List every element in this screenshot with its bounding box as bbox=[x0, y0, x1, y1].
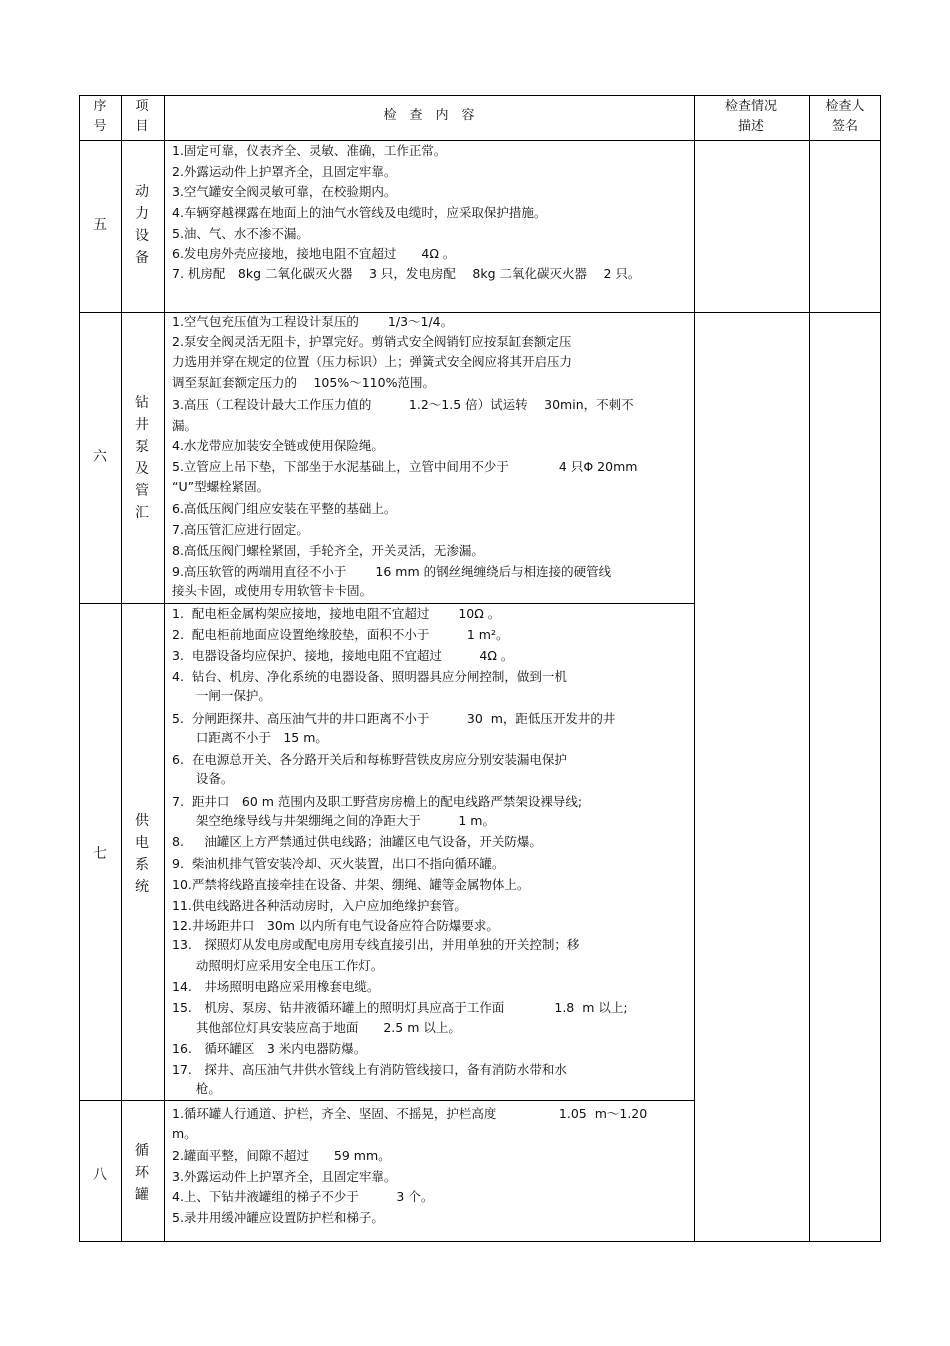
section-number: 七 bbox=[93, 846, 107, 862]
content-line: 8.高低压阀门螺栓紧固，手轮齐全，开关灵活，无渗漏。 bbox=[172, 543, 484, 558]
content-line: 一闸一保护。 bbox=[172, 688, 271, 703]
content-line: 6. 在电源总开关、各分路开关后和每栋野营铁皮房应分别安装漏电保护 bbox=[172, 752, 567, 767]
content-line: 2.泵安全阀灵活无阻卡，护罩完好。剪销式安全阀销钉应按泵缸套额定压 bbox=[172, 334, 572, 349]
row-divider bbox=[79, 603, 694, 604]
content-line: 13. 探照灯从发电房或配电房用专线直接引出，并用单独的开关控制；移 bbox=[172, 937, 580, 952]
content-line: 漏。 bbox=[172, 418, 198, 433]
content-line: 2. 配电柜前地面应设置绝缘胶垫，面积不小于 1 m²。 bbox=[172, 627, 509, 642]
content-line: 4.上、下钻井液罐组的梯子不少于 3 个。 bbox=[172, 1189, 434, 1204]
content-line: 9. 柴油机排气管安装冷却、灭火装置，出口不指向循环罐。 bbox=[172, 856, 505, 871]
content-line: 16. 循环罐区 3 米内电器防爆。 bbox=[172, 1041, 367, 1056]
content-line: 7. 机房配 8kg 二氧化碳灭火器 3 只，发电房配 8kg 二氧化碳灭火器 2 只。 bbox=[172, 266, 641, 281]
content-line: 调至泵缸套额定压力的 105%～110%范围。 bbox=[172, 375, 435, 390]
header-seq-label: 序号 bbox=[93, 99, 107, 134]
content-line: 3.高压（工程设计最大工作压力值的 1.2～1.5 倍）试运转 30min，不刺不 bbox=[172, 397, 634, 412]
content-line: 17. 探井、高压油气井供水管线上有消防管线接口，备有消防水带和水 bbox=[172, 1062, 567, 1077]
content-line: 4.水龙带应加装安全链或使用保险绳。 bbox=[172, 438, 384, 453]
section-category bbox=[121, 181, 163, 269]
section-category bbox=[121, 392, 163, 524]
header-item bbox=[124, 97, 160, 137]
category-char: 设 bbox=[135, 228, 149, 244]
content-line: 动照明灯应采用安全电压工作灯。 bbox=[172, 958, 384, 973]
content-line: 口距离不小于 15 m。 bbox=[172, 730, 328, 745]
content-line: 设备。 bbox=[172, 771, 234, 786]
content-line: 其他部位灯具安装应高于地面 2.5 m 以上。 bbox=[172, 1020, 461, 1035]
content-line: 1.循环罐人行通道、护栏，齐全、坚固、不摇晃，护栏高度 1.05 m～1.20 bbox=[172, 1106, 648, 1121]
content-line: 15. 机房、泵房、钻井液循环罐上的照明灯具应高于工作面 1.8 m 以上; bbox=[172, 1000, 628, 1015]
content-line: 6.发电房外壳应接地，接地电阻不宜超过 4Ω 。 bbox=[172, 246, 456, 261]
content-line: 2.罐面平整，间隙不超过 59 mm。 bbox=[172, 1148, 391, 1163]
content-line: 9.高压软管的两端用直径不小于 16 mm 的钢丝绳缠绕后与相连接的硬管线 bbox=[172, 564, 612, 579]
content-line: m。 bbox=[172, 1126, 197, 1141]
content-line: 10.严禁将线路直接牵挂在设备、井架、绷绳、罐等金属物体上。 bbox=[172, 877, 530, 892]
category-char: 汇 bbox=[135, 505, 149, 521]
content-line: 枪。 bbox=[172, 1081, 221, 1096]
content-line: 11.供电线路进各种活动房时，入户应加绝缘护套管。 bbox=[172, 898, 467, 913]
category-char: 泵 bbox=[135, 439, 149, 455]
content-line: 7.高压管汇应进行固定。 bbox=[172, 522, 309, 537]
content-line: 5.录井用缓冲罐应设置防护栏和梯子。 bbox=[172, 1210, 384, 1225]
col-divider bbox=[809, 95, 810, 1242]
header-content bbox=[166, 106, 692, 126]
section-number: 六 bbox=[93, 449, 107, 465]
col-divider bbox=[164, 95, 165, 1242]
row-divider bbox=[79, 312, 881, 313]
content-line: 5.立管应上吊下垫，下部坐于水泥基础上，立管中间用不少于 4 只Φ 20mm bbox=[172, 459, 638, 474]
category-char: 电 bbox=[135, 835, 149, 851]
header-content-label: 检 查 内 容 bbox=[383, 108, 475, 123]
row-divider bbox=[79, 1100, 694, 1101]
content-line: 3.空气罐安全阀灵敏可靠，在校验期内。 bbox=[172, 184, 397, 199]
section-category bbox=[121, 1140, 163, 1206]
category-char: 备 bbox=[135, 250, 149, 266]
content-line: 4.车辆穿越裸露在地面上的油气水管线及电缆时，应采取保护措施。 bbox=[172, 205, 547, 220]
content-line: 1. 配电柜金属构架应接地，接地电阻不宜超过 10Ω 。 bbox=[172, 606, 501, 621]
category-char: 井 bbox=[135, 417, 149, 433]
section-number: 五 bbox=[93, 217, 107, 233]
content-line: 1.固定可靠，仪表齐全、灵敏、准确，工作正常。 bbox=[172, 143, 447, 158]
content-line: 5. 分闸距探井、高压油气井的井口距离不小于 30 m，距低压开发井的井 bbox=[172, 711, 616, 726]
content-line: 7. 距井口 60 m 范围内及职工野营房房檐上的配电线路严禁架设裸导线; bbox=[172, 794, 583, 809]
category-char: 循 bbox=[135, 1143, 149, 1159]
content-line: 3. 电器设备均应保护、接地，接地电阻不宜超过 4Ω 。 bbox=[172, 648, 514, 663]
category-char: 供 bbox=[135, 813, 149, 829]
content-line: 4. 钻台、机房、净化系统的电器设备、照明器具应分闸控制，做到一机 bbox=[172, 669, 567, 684]
content-line: 力选用并穿在规定的位置（压力标识）上；弹簧式安全阀应将其开启压力 bbox=[172, 354, 573, 369]
header-desc-label: 检查情况描述 bbox=[724, 99, 777, 134]
category-char: 钻 bbox=[135, 395, 149, 411]
content-line: 12.井场距井口 30m 以内所有电气设备应符合防爆要求。 bbox=[172, 918, 499, 933]
content-line: 接头卡固，或使用专用软管卡卡固。 bbox=[172, 583, 373, 598]
category-char: 动 bbox=[135, 184, 149, 200]
section-category bbox=[121, 810, 163, 898]
header-inspector bbox=[815, 97, 875, 137]
header-item-label: 项目 bbox=[135, 99, 149, 134]
category-char: 及 bbox=[135, 461, 149, 477]
header-inspector-label: 检查人签名 bbox=[825, 99, 865, 134]
category-char: 罐 bbox=[135, 1187, 149, 1203]
content-line: 架空绝缘导线与井架绷绳之间的净距大于 1 m。 bbox=[172, 813, 495, 828]
content-line: 6.高低压阀门组应安装在平整的基础上。 bbox=[172, 501, 397, 516]
category-char: 系 bbox=[135, 857, 149, 873]
content-line: 3.外露运动件上护罩齐全，且固定牢靠。 bbox=[172, 1169, 397, 1184]
category-char: 统 bbox=[135, 879, 149, 895]
content-line: 8. 油罐区上方严禁通过供电线路；油罐区电气设备，开关防爆。 bbox=[172, 834, 542, 849]
content-line: “U”型螺栓紧固。 bbox=[172, 479, 270, 494]
section-number: 八 bbox=[93, 1167, 107, 1183]
header-desc bbox=[718, 97, 784, 137]
content-line: 1.空气包充压值为工程设计泵压的 1/3～1/4。 bbox=[172, 314, 454, 329]
category-char: 力 bbox=[135, 206, 149, 222]
row-divider bbox=[79, 140, 881, 141]
category-char: 环 bbox=[135, 1165, 149, 1181]
header-seq bbox=[82, 97, 118, 137]
col-divider bbox=[694, 95, 695, 1242]
content-line: 14. 井场照明电路应采用橡套电缆。 bbox=[172, 979, 380, 994]
content-line: 2.外露运动件上护罩齐全，且固定牢靠。 bbox=[172, 164, 397, 179]
content-line: 5.油、气、水不渗不漏。 bbox=[172, 226, 309, 241]
category-char: 管 bbox=[135, 483, 149, 499]
